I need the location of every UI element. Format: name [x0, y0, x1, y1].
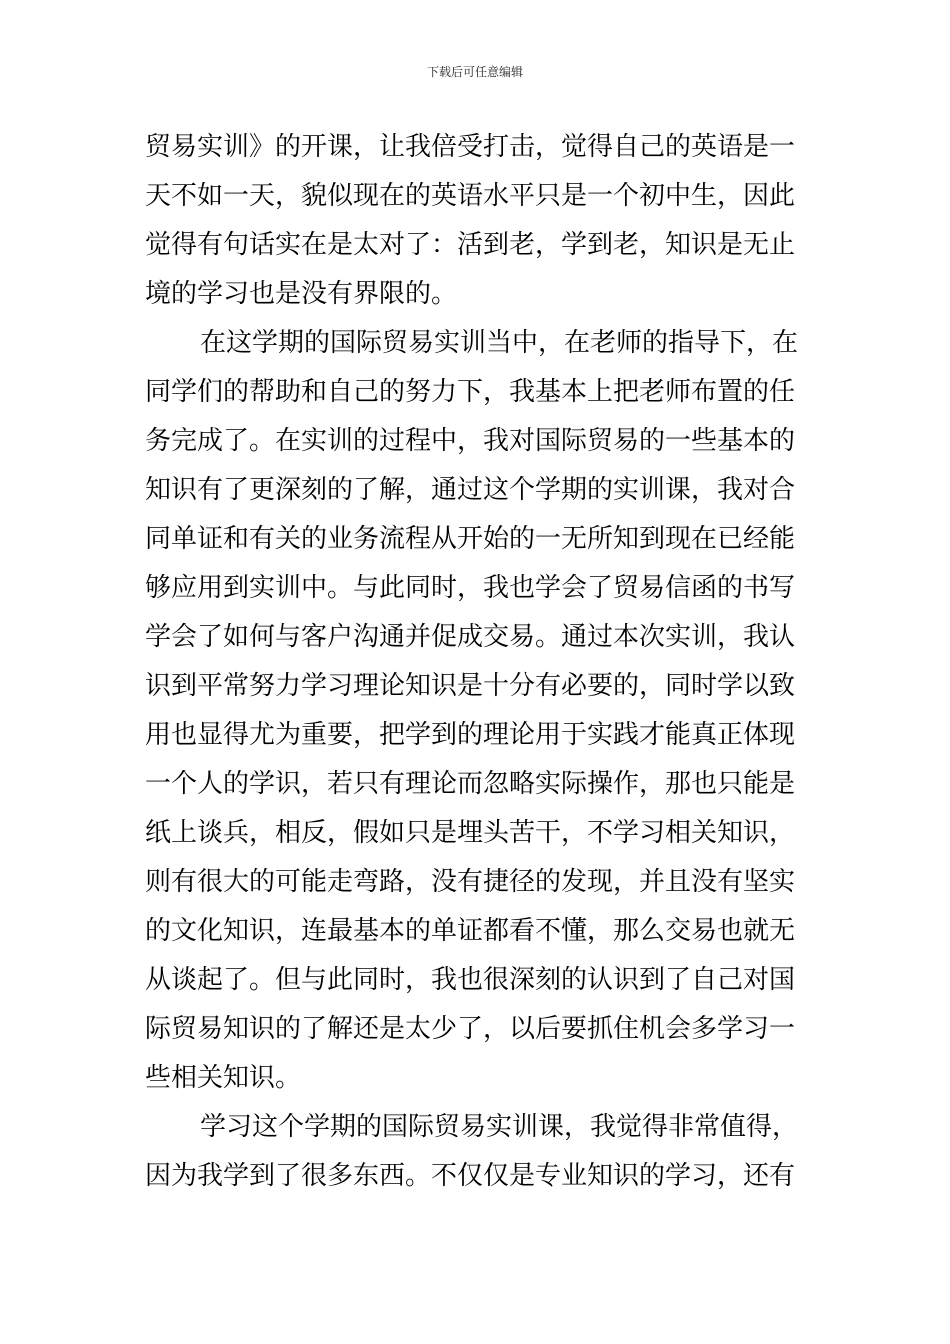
text-line: 知识有了更深刻的了解，通过这个学期的实训课，我对合	[145, 475, 796, 505]
text-line: 境的学习也是没有界限的。	[145, 279, 458, 309]
text-line: 从谈起了。但与此同时，我也很深刻的认识到了自己对国	[145, 965, 796, 995]
text-line: 纸上谈兵，相反，假如只是埋头苦干，不学习相关知识，	[145, 818, 796, 848]
text-line: 因为我学到了很多东西。不仅仅是专业知识的学习，还有	[145, 1161, 796, 1191]
text-line: 觉得有句话实在是太对了：活到老，学到老，知识是无止	[145, 230, 796, 260]
paragraph-start-line: 在这学期的国际贸易实训当中，在老师的指导下，在	[200, 328, 799, 358]
text-line: 学会了如何与客户沟通并促成交易。通过本次实训，我认	[145, 622, 796, 652]
text-line: 务完成了。在实训的过程中，我对国际贸易的一些基本的	[145, 426, 796, 456]
text-line: 同学们的帮助和自己的努力下，我基本上把老师布置的任	[145, 377, 796, 407]
page-header-note: 下载后可任意编辑	[426, 65, 523, 79]
text-line: 用也显得尤为重要，把学到的理论用于实践才能真正体现	[145, 720, 796, 750]
text-line: 的文化知识，连最基本的单证都看不懂，那么交易也就无	[145, 916, 796, 946]
text-line: 够应用到实训中。与此同时，我也学会了贸易信函的书写	[145, 573, 796, 603]
paragraph-start-line: 学习这个学期的国际贸易实训课，我觉得非常值得，	[200, 1112, 799, 1142]
document-body	[145, 123, 810, 1201]
text-line: 识到平常努力学习理论知识是十分有必要的，同时学以致	[145, 671, 796, 701]
text-line: 际贸易知识的了解还是太少了，以后要抓住机会多学习一	[145, 1014, 796, 1044]
text-line: 些相关知识。	[145, 1063, 302, 1093]
text-line: 一个人的学识，若只有理论而忽略实际操作，那也只能是	[145, 769, 796, 799]
text-line: 贸易实训》的开课，让我倍受打击，觉得自己的英语是一	[145, 132, 796, 162]
text-line: 则有很大的可能走弯路，没有捷径的发现，并且没有坚实	[145, 867, 796, 897]
text-line: 天不如一天，貌似现在的英语水平只是一个初中生，因此	[145, 181, 796, 211]
text-line: 同单证和有关的业务流程从开始的一无所知到现在已经能	[145, 524, 796, 554]
